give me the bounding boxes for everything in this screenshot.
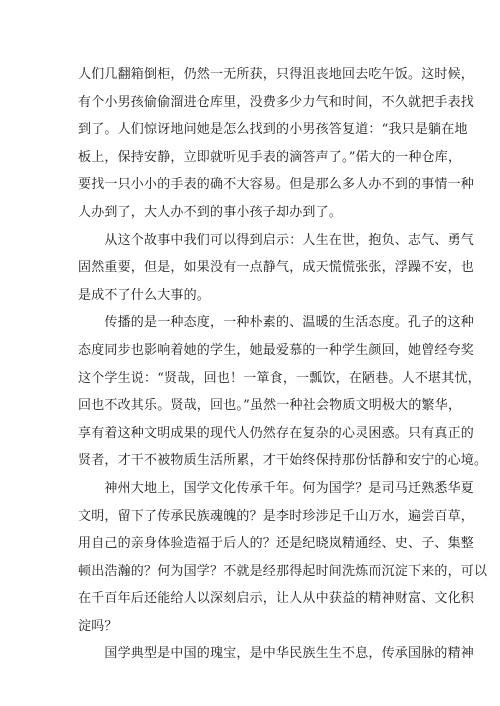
- text-line: 文明，留下了传承民族魂魄的？是李时珍涉足千山万水，遍尝百草，: [78, 508, 475, 524]
- text-line: 到了。人们惊讶地问她是怎么找到的小男孩答复道：“我只是躺在地: [78, 122, 468, 138]
- text-line: 态度同步也影响着她的学生，她最爱慕的一种学生颜回，她曾经夸奖: [78, 342, 475, 358]
- text-line: 顿出浩瀚的？何为国学？不就是经那得起时间洗炼而沉淀下来的，可以: [78, 563, 488, 579]
- text-line: 有个小男孩偷偷溜进仓库里，没费多少力气和时间，不久就把手表找: [78, 94, 475, 110]
- text-line: 要找一只小小的手表的确不大容易。但是那么多人办不到的事情一种: [78, 177, 475, 193]
- text-line: 从这个故事中我们可以得到启示：人生在世，抱负、志气、勇气: [78, 232, 475, 248]
- body-text: [78, 61, 488, 668]
- text-line: 淀吗？: [78, 618, 118, 634]
- text-line: 享有着这种文明成果的现代人仍然存在复杂的心灵困惑。只有真正的: [78, 425, 475, 441]
- text-line: 固然重要，但是，如果没有一点静气，成天慌慌张张，浮躁不安，也: [78, 260, 475, 276]
- text-line: 传播的是一种态度，一种朴素的、温暖的生活态度。孔子的这种: [78, 315, 475, 331]
- text-line: 回也不改其乐。贤哉，回也。”虽然一种社会物质文明极大的繁华，: [78, 398, 462, 414]
- text-line: 贤者，才干不被物质生活所累，才干始终保持那份恬静和安宁的心境。: [78, 453, 488, 469]
- text-line: 国学典型是中国的瑰宝，是中华民族生生不息，传承国脉的精神: [78, 646, 475, 662]
- text-line: 是成不了什么大事的。: [78, 287, 211, 303]
- text-line: 神州大地上，国学文化传承千年。何为国学？是司马迁熟悉华夏: [78, 480, 475, 496]
- text-line: 用自己的亲身体验造福于后人的？还是纪晓岚精通经、史、子、集整: [78, 536, 475, 552]
- text-line: 在千百年后还能给人以深刻启示，让人从中获益的精神财富、文化积: [78, 591, 475, 607]
- text-line: 人们几翻箱倒柜，仍然一无所获，只得沮丧地回去吃午饭。这时候，: [78, 67, 475, 82]
- text-line: 人办到了，大人办不到的事小孩子却办到了。: [78, 204, 343, 220]
- text-line: 板上，保持安静，立即就听见手表的滴答声了。”偌大的一种仓库，: [78, 149, 462, 165]
- text-line: 这个学生说：“贤哉，回也！一箪食，一瓢饮，在陋巷。人不堪其忧，: [78, 370, 481, 386]
